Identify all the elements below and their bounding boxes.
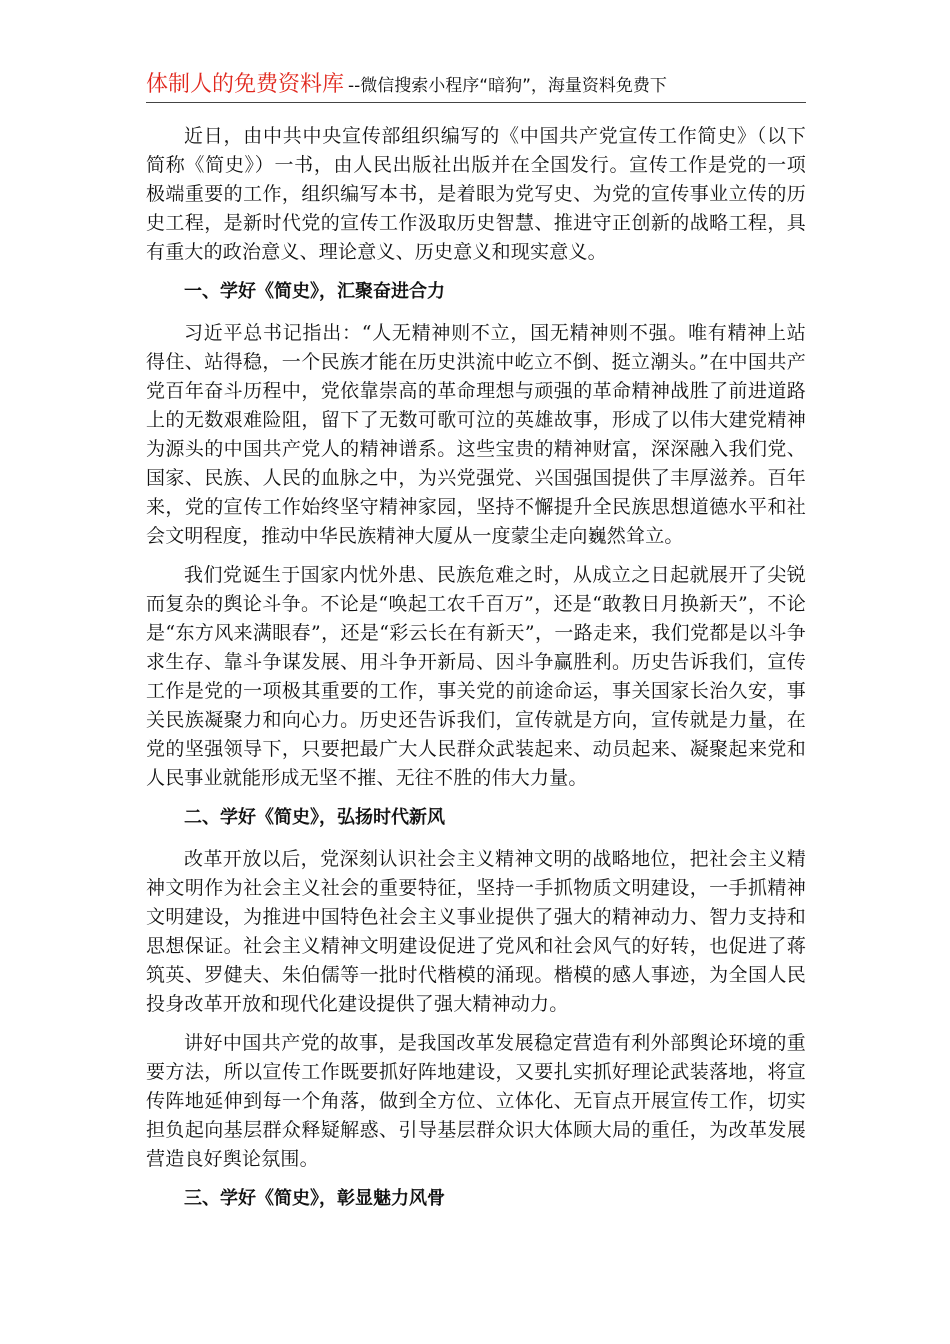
paragraph: 习近平总书记指出：“人无精神则不立，国无精神则不强。唯有精神上站得住、站得稳，一个民族才能在历史洪流中屹立不倒、挺立潮头。”在中国共产党百年奋斗历程中，党依靠崇高的革命理想与顽强的革命精神战胜了前进道路上的无数艰难险阻，留下了无数可歌可泣的英雄故事，形成了以伟大建党精神为源头的中国共产党人的精神谱系。这些宝贵的精神财富，深深融入我们党、国家、民族、人民的血脉之中，为兴党强党、兴国强国提供了丰厚滋养。百年来，党的宣传工作始终坚守精神家园，坚持不懈提升全民族思想道德水平和社会文明程度，推动中华民族精神大厦从一度蒙尘走向巍然耸立。 [146, 322, 806, 547]
section-heading-2: 二、学好《简史》，弘扬时代新风 [184, 807, 445, 828]
page-header [146, 68, 806, 103]
paragraph: 讲好中国共产党的故事，是我国改革发展稳定营造有利外部舆论环境的重要方法，所以宣传工作既要抓好阵地建设，又要扎实抓好理论武装落地，将宣传阵地延伸到每一个角落，做到全方位、立体化、无盲点开展宣传工作，切实担负起向基层群众释疑解惑、引导基层群众识大体顾大局的重任，为改革发展营造良好舆论氛围。 [146, 1032, 806, 1170]
document-body [146, 122, 806, 1226]
section-heading-3: 三、学好《简史》，彰显魅力风骨 [184, 1188, 445, 1209]
paragraph: 我们党诞生于国家内忧外患、民族危难之时，从成立之日起就展开了尖锐而复杂的舆论斗争。不论是“唤起工农千百万”，还是“敢教日月换新天”，不论是“东方风来满眼春”，还是“彩云长在有新天”，一路走来，我们党都是以斗争求生存、靠斗争谋发展、用斗争开新局、因斗争赢胜利。历史告诉我们，宣传工作是党的一项极其重要的工作，事关党的前途命运，事关国家长治久安，事关民族凝聚力和向心力。历史还告诉我们，宣传就是方向，宣传就是力量，在党的坚强领导下，只要把最广大人民群众武装起来、动员起来、凝聚起来党和人民事业就能形成无坚不摧、无往不胜的伟大力量。 [146, 564, 806, 789]
header-brand: 体制人的免费资料库 [146, 72, 345, 97]
header-tagline: --微信搜索小程序“暗狗”，海量资料免费下 [348, 76, 667, 96]
paragraph: 改革开放以后，党深刻认识社会主义精神文明的战略地位，把社会主义精神文明作为社会主义社会的重要特征，坚持一手抓物质文明建设，一手抓精神文明建设，为推进中国特色社会主义事业提供了强大的精神动力、智力支持和思想保证。社会主义精神文明建设促进了党风和社会风气的好转，也促进了蒋筑英、罗健夫、朱伯儒等一批时代楷模的涌现。楷模的感人事迹，为全国人民投身改革开放和现代化建设提供了强大精神动力。 [146, 848, 806, 1015]
section-heading-1: 一、学好《简史》，汇聚奋进合力 [184, 281, 445, 302]
paragraph-intro: 近日，由中共中央宣传部组织编写的《中国共产党宣传工作简史》（以下简称《简史》）一书，由人民出版社出版并在全国发行。宣传工作是党的一项极端重要的工作，组织编写本书，是着眼为党写史、为党的宣传事业立传的历史工程，是新时代党的宣传工作汲取历史智慧、推进守正创新的战略工程，具有重大的政治意义、理论意义、历史意义和现实意义。 [146, 125, 806, 263]
